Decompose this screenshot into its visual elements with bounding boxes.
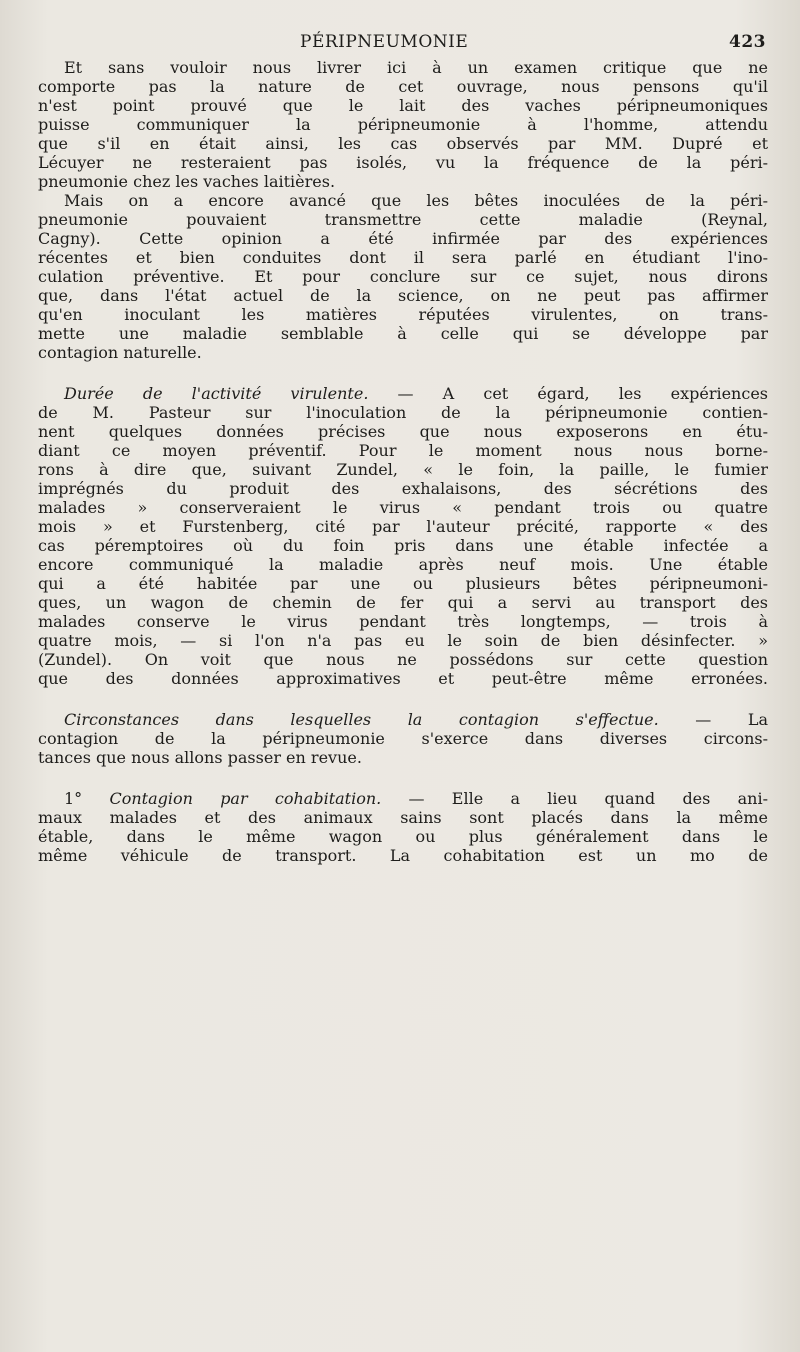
text-line: diant ce moyen préventif. Pour le moment nous nous borne- [38,441,768,460]
section-heading: Circonstances dans lesquelles la contagion s'effectue. [64,710,659,729]
text-line: mois » et Furstenberg, cité par l'auteur précité, rapporte « des [38,517,768,536]
text-line: pneumonie pouvaient transmettre cette maladie (Reynal, [38,210,768,229]
text-line: pneumonie chez les vaches laitières. [38,172,336,191]
text-line: encore communiqué la maladie après neuf mois. Une étable [38,555,768,574]
text-line: (Zundel). On voit que nous ne possédons sur cette question [38,650,768,669]
text-line: maux malades et des animaux sains sont placés dans la même [38,808,768,827]
section-heading: Contagion par cohabitation. [109,789,382,808]
text-line: malades conserve le virus pendant très longtemps, — trois à [38,612,768,631]
text-line: quatre mois, — si l'on n'a pas eu le soin de bien désinfecter. » [38,631,768,650]
text-line: ques, un wagon de chemin de fer qui a servi au transport des [38,593,768,612]
text-line: que, dans l'état actuel de la science, on ne peut pas affirmer [38,286,768,305]
text-fragment: — La [658,710,768,729]
text-line: contagion de la péripneumonie s'exerce dans diverses circons- [38,729,768,748]
paragraph-circonstances [38,710,768,767]
text-line: Cagny). Cette opinion a été infirmée par des expériences [38,229,768,248]
text-line [38,384,768,403]
page-number: 423 [729,32,766,52]
text-line: mette une maladie semblable à celle qui se développe par [38,324,768,343]
text-fragment: — A cet égard, les expériences [368,384,768,403]
text-line: étable, dans le même wagon ou plus généralement dans le [38,827,768,846]
text-line: malades » conserveraient le virus « pendant trois ou quatre [38,498,768,517]
text-fragment: — Elle a lieu quand des ani- [381,789,768,808]
text-line: que des données approximatives et peut-être même erronées. [38,669,768,688]
text-line: Lécuyer ne resteraient pas isolés, vu la fréquence de la péri- [38,153,768,172]
section-heading: Durée de l'activité virulente. [64,384,369,403]
paragraph-inoculees [38,191,768,362]
text-line: tances que nous allons passer en revue. [38,748,362,767]
text-line: qu'en inoculant les matières réputées virulentes, on trans- [38,305,768,324]
text-line: comporte pas la nature de cet ouvrage, nous pensons qu'il [38,77,768,96]
text-line: Et sans vouloir nous livrer ici à un examen critique que ne [64,58,768,77]
text-line: même véhicule de transport. La cohabitation est un mo de [38,846,768,865]
text-line: de M. Pasteur sur l'inoculation de la péripneumonie contien- [38,403,768,422]
text-line [38,789,768,808]
running-title: PÉRIPNEUMONIE [300,32,469,52]
text-line: rons à dire que, suivant Zundel, « le foin, la paille, le fumier [38,460,768,479]
text-line: qui a été habitée par une ou plusieurs bêtes péripneumoni- [38,574,768,593]
text-line: puisse communiquer la péripneumonie à l'homme, attendu [38,115,768,134]
text-line: culation préventive. Et pour conclure sur ce sujet, nous dirons [38,267,768,286]
paragraph-cohabitation [38,789,768,865]
text-line: n'est point prouvé que le lait des vaches péripneumoniques [38,96,768,115]
text-line: nent quelques données précises que nous exposerons en étu- [38,422,768,441]
text-line: cas péremptoires où du foin pris dans une étable infectée a [38,536,768,555]
text-line: Mais on a encore avancé que les bêtes inoculées de la péri- [64,191,768,210]
text-line: contagion naturelle. [38,343,202,362]
list-number: 1° [64,789,83,808]
text-line: récentes et bien conduites dont il sera parlé en étudiant l'ino- [38,248,768,267]
paragraph-duree [38,384,768,688]
text-line [38,710,768,729]
text-line: que s'il en était ainsi, les cas observés par MM. Dupré et [38,134,768,153]
running-head [38,28,768,58]
body-text [38,58,768,865]
text-line: imprégnés du produit des exhalaisons, des sécrétions des [38,479,768,498]
paragraph-lait [38,58,768,191]
